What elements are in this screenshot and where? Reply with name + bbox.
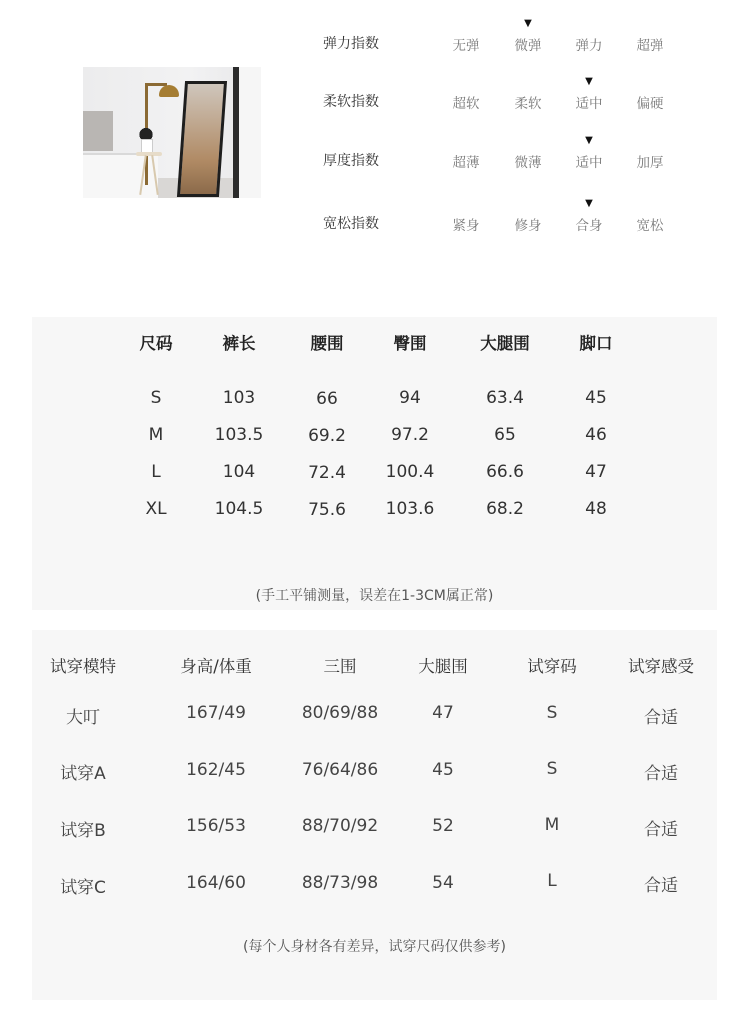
index-option: 合身 [575, 218, 603, 234]
fit-cell: M [544, 815, 560, 835]
size-cell: 103 [222, 388, 256, 408]
fit-test-panel [32, 630, 717, 1000]
size-cell: 69.2 [308, 426, 346, 446]
size-cell: M [148, 425, 164, 445]
fit-cell: 试穿B [60, 821, 106, 841]
size-header: 大腿围 [480, 334, 530, 353]
index-option: 弹力 [575, 38, 603, 54]
size-cell: 68.2 [486, 499, 524, 519]
fit-cell: 88/70/92 [301, 816, 379, 836]
size-cell: 63.4 [486, 388, 524, 408]
product-photo [83, 67, 261, 198]
fit-cell: 合适 [644, 764, 678, 784]
fit-cell: 试穿A [60, 764, 106, 784]
index-option: 超薄 [452, 155, 480, 171]
fit-cell: 54 [432, 873, 454, 893]
index-option: 超软 [452, 96, 480, 112]
fit-header: 大腿围 [418, 657, 468, 676]
fit-cell: L [547, 871, 557, 891]
selected-marker-icon: ▼ [585, 135, 593, 146]
index-option: 适中 [575, 155, 603, 171]
index-label-thickness: 厚度指数 [323, 153, 379, 169]
size-cell: 94 [399, 388, 421, 408]
size-header: 腰围 [310, 334, 344, 353]
size-header: 臀围 [393, 334, 427, 353]
index-option: 适中 [575, 96, 603, 112]
index-option: 加厚 [636, 155, 664, 171]
fit-cell: 88/73/98 [301, 873, 379, 893]
size-header: 裤长 [222, 334, 256, 353]
fit-cell: 合适 [644, 820, 678, 840]
index-option: 微薄 [514, 155, 542, 171]
index-label-fit: 宽松指数 [323, 216, 379, 232]
size-chart-panel [32, 317, 717, 610]
fit-cell: 80/69/88 [301, 703, 379, 723]
fit-cell: 167/49 [186, 703, 246, 723]
size-header: 尺码 [139, 334, 173, 353]
size-cell: L [151, 462, 161, 482]
fit-cell: 47 [432, 703, 454, 723]
size-cell: 75.6 [308, 500, 346, 520]
size-chart-note: (手工平铺测量，误差在1-3CM属正常) [255, 588, 494, 604]
fit-cell: 164/60 [186, 873, 246, 893]
size-cell: 45 [585, 388, 607, 408]
index-option: 紧身 [452, 218, 480, 234]
size-cell: 47 [585, 462, 607, 482]
selected-marker-icon: ▼ [585, 198, 593, 209]
size-cell: 100.4 [385, 462, 435, 482]
size-cell: 72.4 [308, 463, 346, 483]
fit-header: 试穿码 [527, 657, 577, 676]
fit-header: 三围 [323, 657, 357, 676]
fit-cell: 156/53 [186, 816, 246, 836]
fit-cell: 52 [432, 816, 454, 836]
index-option: 修身 [514, 218, 542, 234]
fit-header: 试穿模特 [50, 657, 116, 676]
index-label-elasticity: 弹力指数 [323, 36, 379, 52]
index-label-softness: 柔软指数 [323, 94, 379, 110]
fit-cell: 76/64/86 [301, 760, 379, 780]
fit-cell: 大叮 [66, 708, 100, 728]
size-cell: 104 [222, 462, 256, 482]
fit-test-note: (每个人身材各有差异，试穿尺码仅供参考) [243, 939, 506, 955]
size-cell: 103.6 [385, 499, 435, 519]
size-cell: S [150, 388, 162, 408]
fit-cell: 试穿C [60, 878, 106, 898]
size-cell: 48 [585, 499, 607, 519]
fit-cell: 合适 [644, 708, 678, 728]
fit-cell: 合适 [644, 876, 678, 896]
size-header: 脚口 [579, 334, 613, 353]
fit-header: 身高/体重 [180, 657, 252, 676]
fit-header: 试穿感受 [628, 657, 694, 676]
size-cell: 66.6 [486, 462, 524, 482]
fit-cell: S [546, 703, 558, 723]
index-option: 宽松 [636, 218, 664, 234]
index-option: 无弹 [452, 38, 480, 54]
size-cell: 65 [494, 425, 516, 445]
index-option: 柔软 [514, 96, 542, 112]
size-cell: 97.2 [391, 425, 429, 445]
index-option: 微弹 [514, 38, 542, 54]
fit-cell: S [546, 759, 558, 779]
fit-cell: 162/45 [186, 760, 246, 780]
fit-cell: 45 [432, 760, 454, 780]
selected-marker-icon: ▼ [585, 76, 593, 87]
selected-marker-icon: ▼ [524, 18, 532, 29]
size-cell: 46 [585, 425, 607, 445]
index-option: 偏硬 [636, 96, 664, 112]
size-cell: XL [145, 499, 167, 519]
size-cell: 104.5 [214, 499, 264, 519]
size-cell: 103.5 [214, 425, 264, 445]
index-option: 超弹 [636, 38, 664, 54]
size-cell: 66 [316, 389, 338, 409]
